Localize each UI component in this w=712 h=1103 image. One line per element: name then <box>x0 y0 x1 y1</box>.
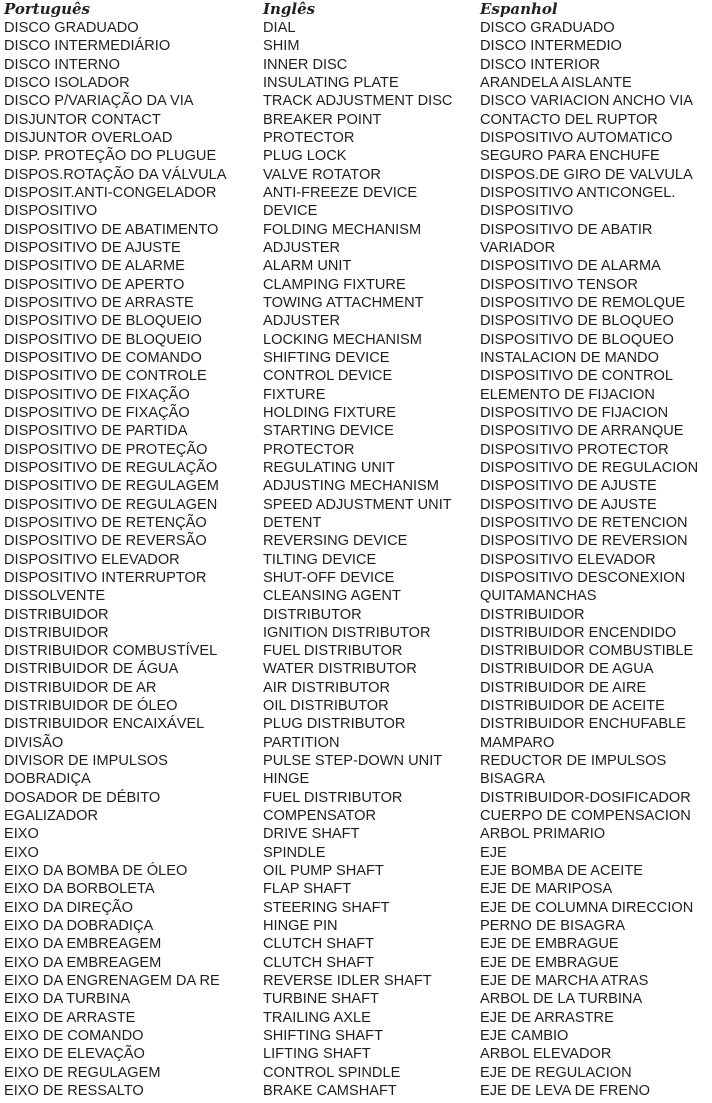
term-portuguese: DISPOSITIVO DE FIXAÇÃO <box>4 386 190 403</box>
glossary-row <box>4 734 710 752</box>
glossary-row <box>4 880 710 898</box>
term-spanish: DISPOSITIVO AUTOMATICO <box>480 129 673 146</box>
term-portuguese: EIXO DA ENGRENAGEM DA RE <box>4 973 220 990</box>
term-english: INSULATING PLATE <box>263 74 399 91</box>
glossary-row <box>4 587 710 605</box>
glossary-header <box>4 0 710 19</box>
term-portuguese: DISPOSITIVO DE APERTO <box>4 276 185 293</box>
term-english: CLAMPING FIXTURE <box>263 276 406 293</box>
term-english: OIL DISTRIBUTOR <box>263 698 389 715</box>
term-portuguese: DISCO ISOLADOR <box>4 74 130 91</box>
term-spanish: EJE DE REGULACION <box>480 1064 632 1081</box>
term-spanish: DISPOSITIVO DE ABATIR <box>480 221 653 238</box>
term-spanish: DISTRIBUIDOR DE AIRE <box>480 679 647 696</box>
term-portuguese: EIXO DA EMBREAGEM <box>4 954 162 971</box>
term-portuguese: DISTRIBUIDOR DE ÁGUA <box>4 661 179 678</box>
term-english: PLUG DISTRIBUTOR <box>263 716 406 733</box>
term-spanish: EJE DE EMBRAGUE <box>480 954 619 971</box>
term-english: PROTECTOR <box>263 441 355 458</box>
glossary-row <box>4 56 710 74</box>
term-english: HINGE PIN <box>263 918 338 935</box>
term-english: ANTI-FREEZE DEVICE <box>263 184 418 201</box>
glossary-row <box>4 166 710 184</box>
term-portuguese: EIXO DE ELEVAÇÃO <box>4 1046 145 1063</box>
term-english: HOLDING FIXTURE <box>263 404 396 421</box>
term-english: ALARM UNIT <box>263 258 352 275</box>
term-english: PROTECTOR <box>263 129 355 146</box>
glossary-row <box>4 404 710 422</box>
term-portuguese: DISPOSITIVO DE PARTIDA <box>4 423 188 440</box>
term-english: ADJUSTER <box>263 313 341 330</box>
term-portuguese: EIXO DE REGULAGEM <box>4 1064 161 1081</box>
term-spanish: DISPOSITIVO DE ALARMA <box>480 258 661 275</box>
term-english: DEVICE <box>263 203 318 220</box>
term-spanish: DISPOSITIVO DE REGULACION <box>480 459 699 476</box>
term-portuguese: DISPOSITIVO INTERRUPTOR <box>4 569 207 586</box>
term-english: DRIVE SHAFT <box>263 826 360 843</box>
term-portuguese: DISP. PROTEÇÃO DO PLUGUE <box>4 148 217 165</box>
term-spanish: EJE CAMBIO <box>480 1028 569 1045</box>
term-portuguese: EIXO <box>4 826 39 843</box>
glossary-row <box>4 349 710 367</box>
term-english: FUEL DISTRIBUTOR <box>263 789 403 806</box>
glossary-row <box>4 331 710 349</box>
term-spanish: DISCO INTERMEDIO <box>480 38 622 55</box>
term-portuguese: DISTRIBUIDOR DE ÓLEO <box>4 698 178 715</box>
term-english: FLAP SHAFT <box>263 881 352 898</box>
term-portuguese: EIXO DE ARRASTE <box>4 1009 136 1026</box>
term-spanish: DISPOSITIVO TENSOR <box>480 276 638 293</box>
term-spanish: ELEMENTO DE FIJACION <box>480 386 655 403</box>
term-portuguese: DIVISOR DE IMPULSOS <box>4 753 168 770</box>
header-spanish: Espanhol <box>480 0 558 18</box>
term-spanish: EJE BOMBA DE ACEITE <box>480 863 644 880</box>
glossary-row <box>4 294 710 312</box>
term-portuguese: DISPOSITIVO DE CONTROLE <box>4 368 207 385</box>
term-portuguese: DISPOSITIVO DE COMANDO <box>4 349 202 366</box>
term-english: DIAL <box>263 20 296 36</box>
term-spanish: MAMPARO <box>480 734 555 751</box>
glossary-row <box>4 1045 710 1063</box>
term-english: PLUG LOCK <box>263 148 347 165</box>
term-portuguese: DOBRADIÇA <box>4 771 91 788</box>
term-portuguese: DISCO INTERMEDIÁRIO <box>4 38 171 55</box>
term-english: DISTRIBUTOR <box>263 606 362 623</box>
term-spanish: DISPOSITIVO ELEVADOR <box>480 551 656 568</box>
term-spanish: ARBOL ELEVADOR <box>480 1046 612 1063</box>
header-english: Inglês <box>263 0 316 18</box>
term-spanish: DISPOSITIVO DE AJUSTE <box>480 496 657 513</box>
glossary-row <box>4 569 710 587</box>
term-english: INNER DISC <box>263 56 348 73</box>
term-portuguese: DISPOSITIVO <box>4 203 98 220</box>
term-spanish: DISTRIBUIDOR DE AGUA <box>480 661 654 678</box>
term-spanish: DISPOSITIVO DE REMOLQUE <box>480 294 686 311</box>
term-portuguese: DISTRIBUIDOR <box>4 606 109 623</box>
glossary-row <box>4 1064 710 1082</box>
term-english: LOCKING MECHANISM <box>263 331 422 348</box>
term-portuguese: DISPOSIT.ANTI-CONGELADOR <box>4 184 217 201</box>
glossary-row <box>4 1009 710 1027</box>
glossary-row <box>4 422 710 440</box>
term-spanish: DISPOSITIVO DE BLOQUEO <box>480 313 674 330</box>
term-english: TILTING DEVICE <box>263 551 377 568</box>
term-english: STEERING SHAFT <box>263 899 390 916</box>
term-english: TRAILING AXLE <box>263 1009 371 1026</box>
term-spanish: DISTRIBUIDOR COMBUSTIBLE <box>480 643 694 660</box>
glossary-row <box>4 954 710 972</box>
glossary-row <box>4 92 710 110</box>
term-spanish: ARANDELA AISLANTE <box>480 74 632 91</box>
glossary-row <box>4 990 710 1008</box>
glossary-row <box>4 532 710 550</box>
term-english: WATER DISTRIBUTOR <box>263 661 417 678</box>
term-english: CLEANSING AGENT <box>263 588 401 605</box>
term-portuguese: EGALIZADOR <box>4 808 99 825</box>
term-spanish: DISCO INTERIOR <box>480 56 600 73</box>
term-spanish: PERNO DE BISAGRA <box>480 918 626 935</box>
term-english: SPEED ADJUSTMENT UNIT <box>263 496 452 513</box>
glossary-row <box>4 679 710 697</box>
glossary-row <box>4 844 710 862</box>
term-portuguese: DISPOSITIVO DE BLOQUEIO <box>4 331 202 348</box>
term-portuguese: EIXO DE RESSALTO <box>4 1083 144 1100</box>
term-english: STARTING DEVICE <box>263 423 394 440</box>
glossary-row <box>4 935 710 953</box>
term-spanish: DISPOSITIVO DESCONEXION <box>480 569 686 586</box>
term-spanish: REDUCTOR DE IMPULSOS <box>480 753 667 770</box>
term-spanish: EJE DE MARCHA ATRAS <box>480 973 649 990</box>
term-spanish: SEGURO PARA ENCHUFE <box>480 148 660 165</box>
term-spanish: DISTRIBUIDOR ENCHUFABLE <box>480 716 686 733</box>
term-portuguese: EIXO <box>4 844 39 861</box>
glossary-row <box>4 642 710 660</box>
term-portuguese: DISTRIBUIDOR <box>4 624 109 641</box>
term-english: SPINDLE <box>263 844 326 861</box>
term-spanish: DISPOSITIVO DE FIJACION <box>480 404 669 421</box>
term-spanish: DISPOSITIVO ANTICONGEL. <box>480 184 676 201</box>
term-english: HINGE <box>263 771 310 788</box>
term-spanish: BISAGRA <box>480 771 545 788</box>
glossary-row <box>4 477 710 495</box>
glossary-row <box>4 129 710 147</box>
glossary-row <box>4 606 710 624</box>
term-english: VALVE ROTATOR <box>263 166 381 183</box>
glossary-row <box>4 202 710 220</box>
term-english: FIXTURE <box>263 386 326 403</box>
term-english: TRACK ADJUSTMENT DISC <box>263 93 453 110</box>
term-portuguese: DISCO INTERNO <box>4 56 120 73</box>
term-english: AIR DISTRIBUTOR <box>263 679 391 696</box>
glossary-row <box>4 862 710 880</box>
glossary-row <box>4 367 710 385</box>
term-portuguese: DISPOSITIVO DE RETENÇÃO <box>4 514 207 531</box>
glossary-row <box>4 752 710 770</box>
term-english: CONTROL SPINDLE <box>263 1064 401 1081</box>
term-english: PULSE STEP-DOWN UNIT <box>263 753 443 770</box>
term-portuguese: DISJUNTOR OVERLOAD <box>4 129 173 146</box>
glossary-row <box>4 147 710 165</box>
term-english: PARTITION <box>263 734 340 751</box>
term-spanish: DISPOSITIVO PROTECTOR <box>480 441 669 458</box>
term-english: CLUTCH SHAFT <box>263 936 375 953</box>
term-english: IGNITION DISTRIBUTOR <box>263 624 431 641</box>
term-portuguese: DISPOSITIVO DE BLOQUEIO <box>4 313 202 330</box>
term-spanish: DISCO VARIACION ANCHO VIA <box>480 93 693 110</box>
glossary-row <box>4 551 710 569</box>
glossary-row <box>4 312 710 330</box>
term-spanish: ARBOL PRIMARIO <box>480 826 606 843</box>
term-portuguese: EIXO DA EMBREAGEM <box>4 936 162 953</box>
term-spanish: INSTALACION DE MANDO <box>480 349 659 366</box>
term-english: COMPENSATOR <box>263 808 376 825</box>
term-portuguese: DISPOSITIVO DE AJUSTE <box>4 239 181 256</box>
glossary-row <box>4 514 710 532</box>
term-spanish: DISTRIBUIDOR <box>480 606 585 623</box>
term-portuguese: EIXO DA BORBOLETA <box>4 881 155 898</box>
term-portuguese: EIXO DE COMANDO <box>4 1028 144 1045</box>
term-portuguese: DISCO GRADUADO <box>4 20 139 36</box>
glossary-row <box>4 789 710 807</box>
term-portuguese: DISPOSITIVO DE REGULAGEN <box>4 496 218 513</box>
term-spanish: DISPOSITIVO <box>480 203 574 220</box>
glossary-rows <box>4 19 710 1100</box>
term-english: ADJUSTER <box>263 239 341 256</box>
term-spanish: DISPOSITIVO DE ARRANQUE <box>480 423 684 440</box>
term-portuguese: DISPOSITIVO DE ALARME <box>4 258 185 275</box>
term-portuguese: DISSOLVENTE <box>4 588 106 605</box>
glossary-row <box>4 1027 710 1045</box>
term-portuguese: DISPOSITIVO DE PROTEÇÃO <box>4 441 208 458</box>
term-spanish: CONTACTO DEL RUPTOR <box>480 111 658 128</box>
term-spanish: CUERPO DE COMPENSACION <box>480 808 691 825</box>
glossary-row <box>4 770 710 788</box>
term-english: OIL PUMP SHAFT <box>263 863 384 880</box>
term-portuguese: DISPOSITIVO DE REGULAÇÃO <box>4 459 218 476</box>
glossary-row <box>4 74 710 92</box>
glossary-row <box>4 624 710 642</box>
term-english: REGULATING UNIT <box>263 459 395 476</box>
term-english: BRAKE CAMSHAFT <box>263 1083 397 1100</box>
glossary-row <box>4 221 710 239</box>
term-portuguese: DISPOSITIVO DE REGULAGEM <box>4 478 219 495</box>
term-spanish: EJE <box>480 844 507 861</box>
term-english: ADJUSTING MECHANISM <box>263 478 439 495</box>
term-spanish: EJE DE EMBRAGUE <box>480 936 619 953</box>
term-spanish: EJE DE MARIPOSA <box>480 881 613 898</box>
glossary-row <box>4 459 710 477</box>
term-english: REVERSE IDLER SHAFT <box>263 973 432 990</box>
term-portuguese: DISPOS.ROTAÇÃO DA VÁLVULA <box>4 166 227 183</box>
term-english: BREAKER POINT <box>263 111 382 128</box>
glossary-row <box>4 496 710 514</box>
term-spanish: DISPOSITIVO DE REVERSION <box>480 533 688 550</box>
glossary-row <box>4 239 710 257</box>
term-spanish: DISTRIBUIDOR DE ACEITE <box>480 698 665 715</box>
term-portuguese: EIXO DA DOBRADIÇA <box>4 918 154 935</box>
term-spanish: DISPOS.DE GIRO DE VALVULA <box>480 166 693 183</box>
term-spanish: QUITAMANCHAS <box>480 588 597 605</box>
glossary-row <box>4 276 710 294</box>
glossary-row <box>4 899 710 917</box>
glossary-row <box>4 19 710 37</box>
glossary-row <box>4 184 710 202</box>
term-portuguese: EIXO DA DIREÇÃO <box>4 899 133 916</box>
term-english: FOLDING MECHANISM <box>263 221 422 238</box>
term-portuguese: DOSADOR DE DÉBITO <box>4 789 161 806</box>
term-portuguese: DISPOSITIVO DE REVERSÃO <box>4 533 207 550</box>
glossary-row <box>4 825 710 843</box>
term-spanish: ARBOL DE LA TURBINA <box>480 991 643 1008</box>
glossary-row <box>4 697 710 715</box>
glossary-row <box>4 1082 710 1100</box>
term-portuguese: DISPOSITIVO DE FIXAÇÃO <box>4 404 190 421</box>
term-portuguese: DISCO P/VARIAÇÃO DA VIA <box>4 93 194 110</box>
term-english: FUEL DISTRIBUTOR <box>263 643 403 660</box>
term-spanish: VARIADOR <box>480 239 556 256</box>
term-portuguese: DISPOSITIVO DE ABATIMENTO <box>4 221 219 238</box>
term-english: TOWING ATTACHMENT <box>263 294 424 311</box>
term-portuguese: DISPOSITIVO ELEVADOR <box>4 551 180 568</box>
term-portuguese: DIVISÃO <box>4 734 64 751</box>
term-spanish: EJE DE LEVA DE FRENO <box>480 1083 651 1100</box>
term-english: SHIFTING SHAFT <box>263 1028 383 1045</box>
term-portuguese: DISPOSITIVO DE ARRASTE <box>4 294 194 311</box>
term-portuguese: DISTRIBUIDOR DE AR <box>4 679 157 696</box>
term-spanish: DISTRIBUIDOR-DOSIFICADOR <box>480 789 691 806</box>
glossary-row <box>4 441 710 459</box>
term-portuguese: EIXO DA BOMBA DE ÓLEO <box>4 863 188 880</box>
term-spanish: DISPOSITIVO DE AJUSTE <box>480 478 657 495</box>
term-english: LIFTING SHAFT <box>263 1046 371 1063</box>
glossary-table <box>4 0 710 1100</box>
term-english: SHIFTING DEVICE <box>263 349 390 366</box>
term-portuguese: DISTRIBUIDOR COMBUSTÍVEL <box>4 643 218 660</box>
term-spanish: EJE DE ARRASTRE <box>480 1009 614 1026</box>
glossary-row <box>4 386 710 404</box>
glossary-row <box>4 257 710 275</box>
term-portuguese: DISTRIBUIDOR ENCAIXÁVEL <box>4 716 205 733</box>
term-english: SHIM <box>263 38 300 55</box>
term-spanish: DISCO GRADUADO <box>480 20 615 36</box>
term-english: SHUT-OFF DEVICE <box>263 569 395 586</box>
term-english: CLUTCH SHAFT <box>263 954 375 971</box>
term-spanish: DISPOSITIVO DE BLOQUEO <box>480 331 674 348</box>
term-portuguese: DISJUNTOR CONTACT <box>4 111 161 128</box>
header-portuguese: Português <box>4 0 91 18</box>
glossary-row <box>4 715 710 733</box>
term-english: CONTROL DEVICE <box>263 368 393 385</box>
term-english: REVERSING DEVICE <box>263 533 408 550</box>
glossary-row <box>4 111 710 129</box>
term-english: TURBINE SHAFT <box>263 991 379 1008</box>
term-portuguese: EIXO DA TURBINA <box>4 991 131 1008</box>
glossary-row <box>4 807 710 825</box>
term-english: DETENT <box>263 514 322 531</box>
term-spanish: EJE DE COLUMNA DIRECCION <box>480 899 694 916</box>
glossary-row <box>4 37 710 55</box>
term-spanish: DISPOSITIVO DE CONTROL <box>480 368 673 385</box>
glossary-row <box>4 972 710 990</box>
glossary-row <box>4 660 710 678</box>
glossary-row <box>4 917 710 935</box>
term-spanish: DISPOSITIVO DE RETENCION <box>480 514 688 531</box>
term-spanish: DISTRIBUIDOR ENCENDIDO <box>480 624 677 641</box>
